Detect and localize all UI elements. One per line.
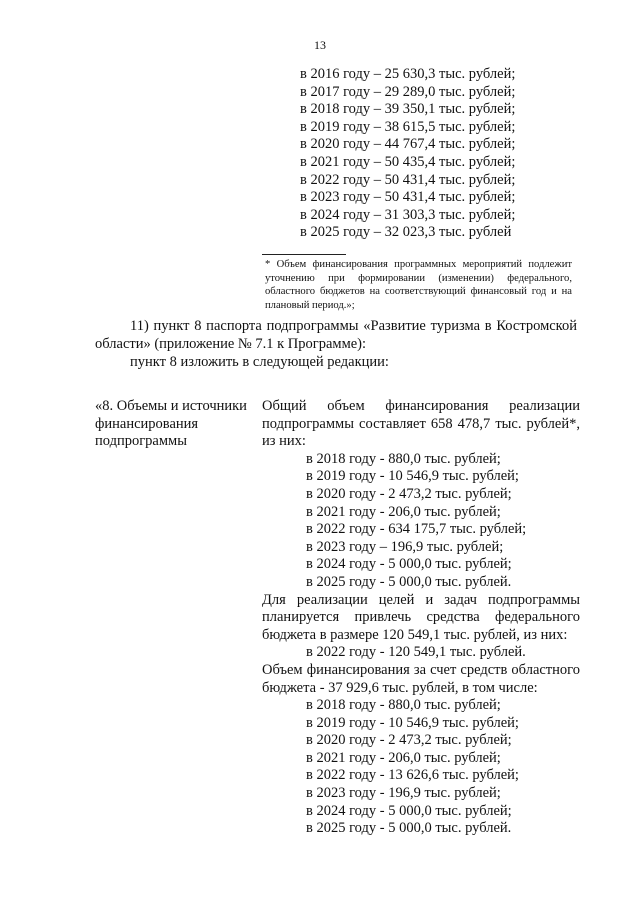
total-year-line: в 2024 году - 5 000,0 тыс. рублей; [306, 556, 512, 573]
financing-year-line: в 2022 году – 50 431,4 тыс. рублей; [300, 171, 516, 188]
regional-year-line: в 2018 году - 880,0 тыс. рублей; [306, 697, 501, 714]
paragraph-11: 11) пункт 8 паспорта подпрограммы «Развитие туризма в Костромской области» (приложение № 7.1 к Программе): [95, 318, 577, 352]
section-label: «8. Объемы и источники финансирования подпрограммы [95, 398, 247, 450]
regional-year-line: в 2019 году - 10 546,9 тыс. рублей; [306, 714, 519, 731]
financing-year-line: в 2020 году – 44 767,4 тыс. рублей; [300, 136, 516, 153]
regional-year-line: в 2022 году - 13 626,6 тыс. рублей; [306, 767, 519, 784]
federal-year-line: в 2022 году - 120 549,1 тыс. рублей. [306, 644, 526, 661]
regional-budget-years [262, 697, 580, 838]
page-number: 13 [314, 38, 326, 52]
total-year-line: в 2019 году - 10 546,9 тыс. рублей; [306, 468, 519, 485]
total-financing-intro: Общий объем финансирования реализации подпрограммы составляет 658 478,7 тыс. рублей*, из них: [262, 398, 580, 450]
regional-year-line: в 2023 году - 196,9 тыс. рублей; [306, 785, 501, 802]
financing-year-line: в 2018 году – 39 350,1 тыс. рублей; [300, 101, 516, 118]
total-year-line: в 2023 году – 196,9 тыс. рублей; [306, 538, 504, 555]
financing-year-line: в 2025 году – 32 023,3 тыс. рублей [300, 224, 512, 241]
total-year-line: в 2022 году - 634 175,7 тыс. рублей; [306, 521, 527, 538]
total-year-line: в 2021 году - 206,0 тыс. рублей; [306, 503, 501, 520]
federal-budget-years [262, 644, 580, 662]
total-year-line: в 2018 году - 880,0 тыс. рублей; [306, 450, 501, 467]
regional-year-line: в 2025 году - 5 000,0 тыс. рублей. [306, 820, 512, 837]
regional-year-line: в 2021 году - 206,0 тыс. рублей; [306, 749, 501, 766]
federal-budget-intro: Для реализации целей и задач подпрограммы планируется привлечь средства федерального бюджета в размере 120 549,1 тыс. рублей, из них: [262, 591, 580, 643]
financing-year-line: в 2017 году – 29 289,0 тыс. рублей; [300, 83, 516, 100]
regional-year-line: в 2020 году - 2 473,2 тыс. рублей; [306, 732, 512, 749]
total-year-line: в 2020 году - 2 473,2 тыс. рублей; [306, 485, 512, 502]
paragraph-edit-instruction: пункт 8 изложить в следующей редакции: [130, 354, 389, 370]
regional-budget-intro: Объем финансирования за счет средств областного бюджета - 37 929,6 тыс. рублей, в том числе: [262, 661, 580, 696]
total-year-line: в 2025 году - 5 000,0 тыс. рублей. [306, 573, 512, 590]
regional-year-line: в 2024 году - 5 000,0 тыс. рублей; [306, 802, 512, 819]
total-financing-years [262, 451, 580, 592]
section-content [262, 398, 580, 838]
financing-year-line: в 2021 году – 50 435,4 тыс. рублей; [300, 153, 516, 170]
financing-year-line: в 2024 году – 31 303,3 тыс. рублей; [300, 206, 516, 223]
footnote: * Объем финансирования программных мероприятий подлежит уточнению при формировании (изменении) федерального, областного бюджетов на соответствующий финансовый год и на плановый период.»; [265, 259, 572, 311]
financing-year-line: в 2016 году – 25 630,3 тыс. рублей; [300, 66, 516, 82]
footnote-divider [262, 254, 346, 255]
financing-years-list [300, 66, 515, 242]
financing-year-line: в 2023 году – 50 431,4 тыс. рублей; [300, 189, 516, 206]
financing-year-line: в 2019 году – 38 615,5 тыс. рублей; [300, 118, 516, 135]
